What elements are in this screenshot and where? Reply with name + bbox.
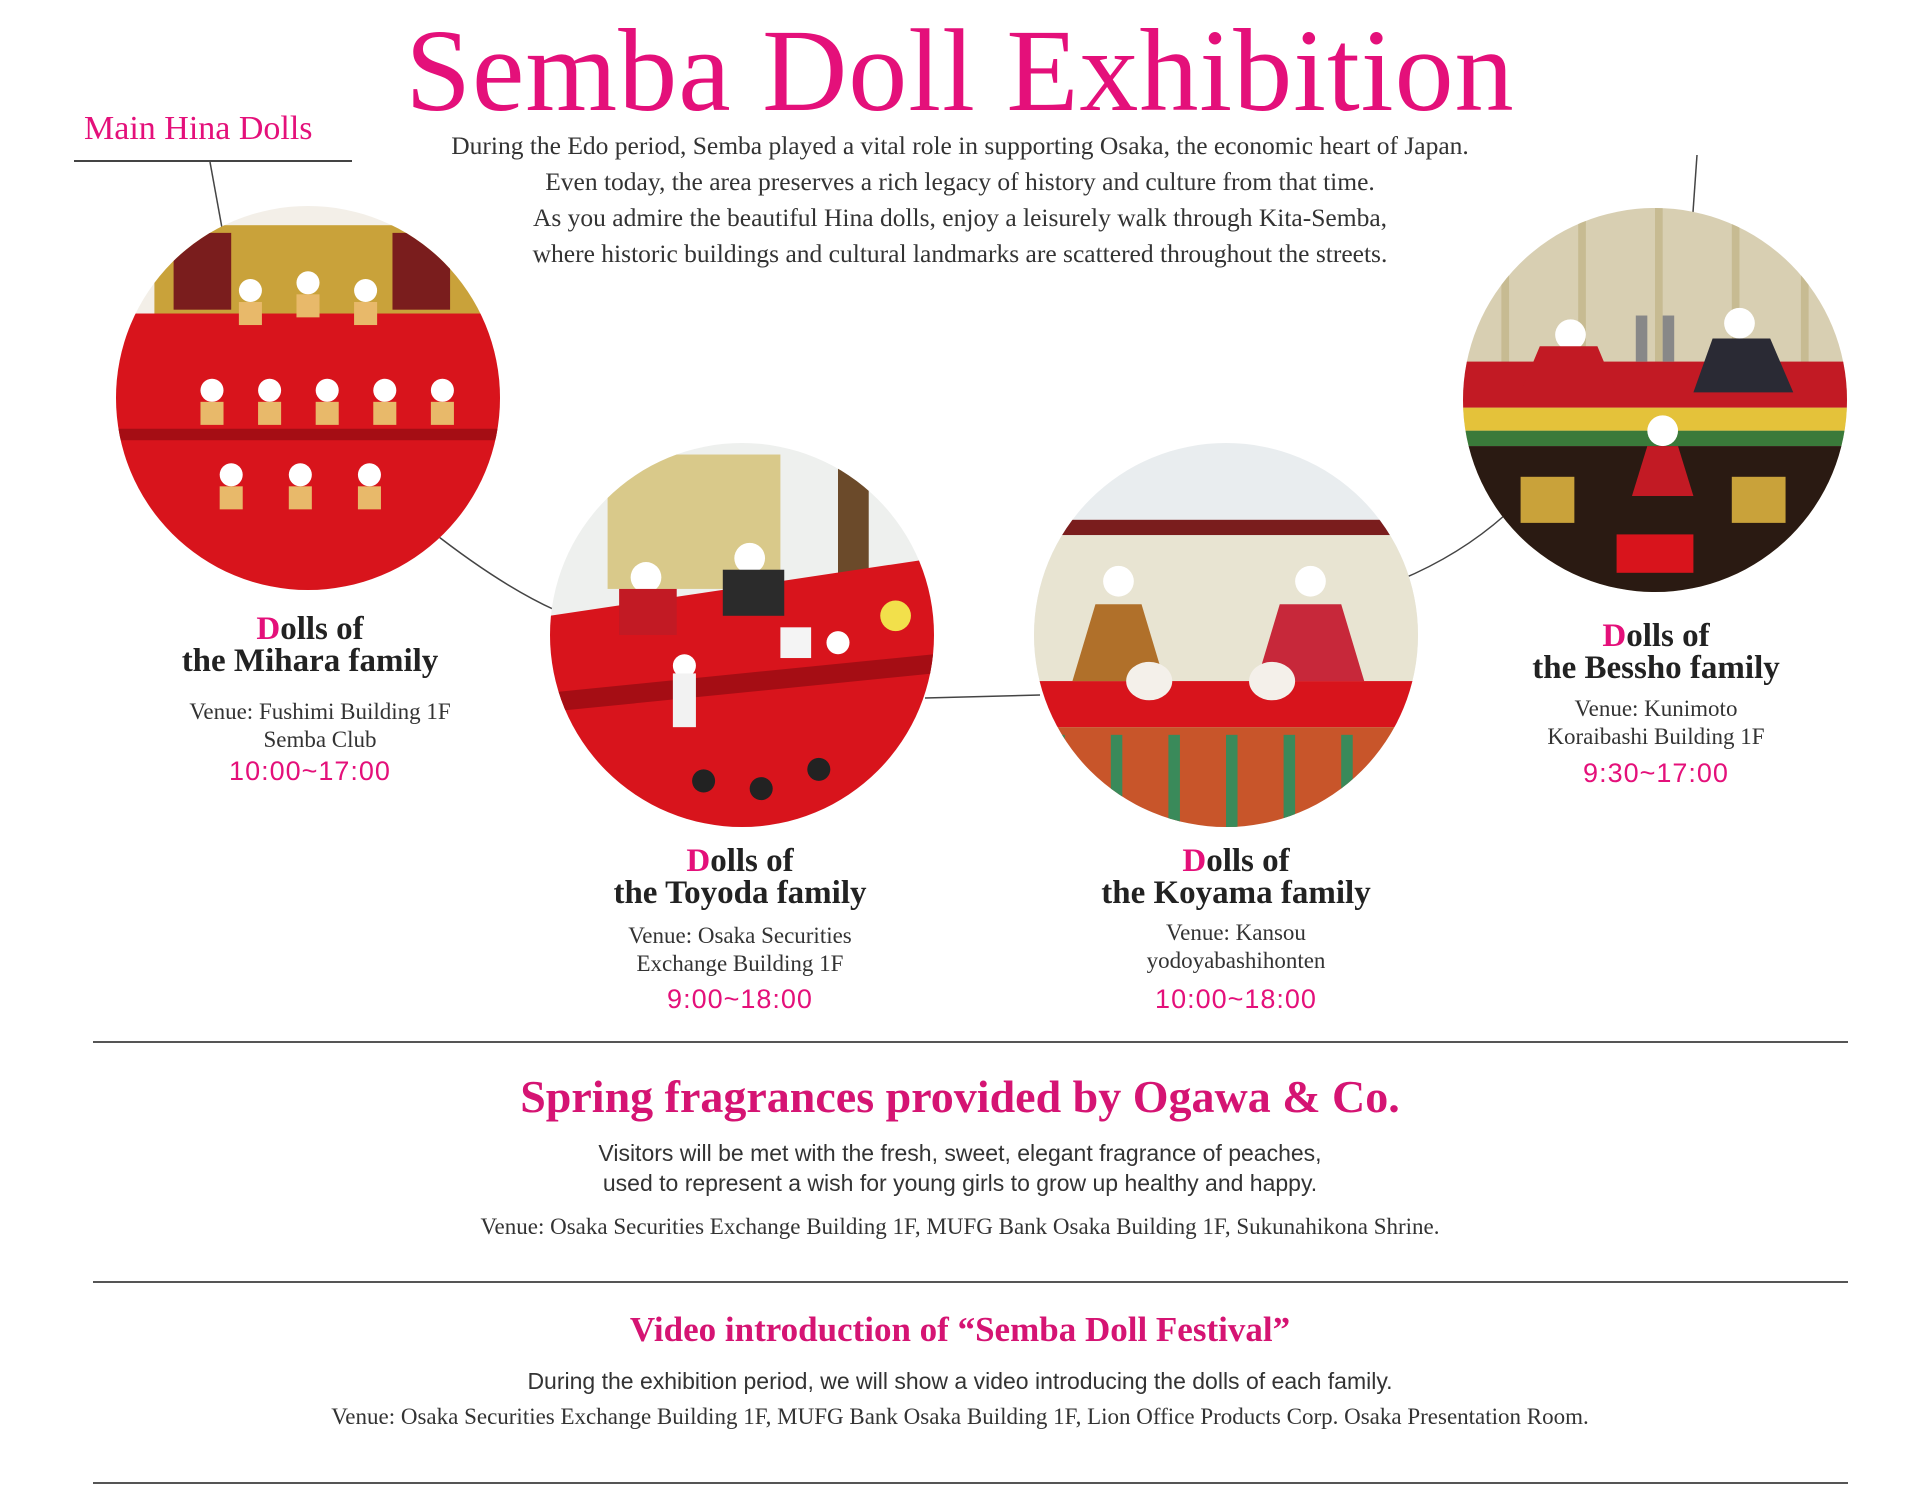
fragrance-line-1: Visitors will be met with the fresh, sweet, elegant fragrance of peaches, [598, 1140, 1322, 1166]
mihara-dolls-photo [116, 206, 500, 590]
page-title: Semba Doll Exhibition [405, 5, 1515, 136]
video-line-1: During the exhibition period, we will show a video introducing the dolls of each family. [527, 1368, 1393, 1394]
title-initial: D [256, 611, 281, 647]
venue-line: Exchange Building 1F [636, 951, 844, 976]
title-initial: D [686, 843, 711, 879]
section-divider [93, 1041, 1848, 1043]
mihara-venue [130, 698, 510, 754]
intro-line: During the Edo period, Semba played a vital role in supporting Osaka, the economic heart of Japan. [451, 131, 1469, 160]
title-rest: olls of [280, 611, 364, 647]
intro-line: As you admire the beautiful Hina dolls, enjoy a leisurely walk through Kita-Semba, [532, 203, 1388, 232]
bessho-title [1476, 620, 1836, 684]
intro-line: where historic buildings and cultural landmarks are scattered throughout the streets. [532, 239, 1388, 268]
main-hina-dolls-label: Main Hina Dolls [84, 110, 313, 147]
video-title: Video introduction of “Semba Doll Festival” [629, 1310, 1291, 1349]
bessho-hours: 9:30~17:00 [1583, 758, 1729, 788]
venue-line: Koraibashi Building 1F [1547, 724, 1765, 749]
title-initial: D [1602, 618, 1627, 654]
video-venue: Venue: Osaka Securities Exchange Building 1F, MUFG Bank Osaka Building 1F, Lion Office Products Corp. Osaka Presentation Room. [331, 1404, 1589, 1429]
bessho-dolls-photo [1463, 208, 1847, 592]
venue-line: Venue: Kansou [1166, 920, 1306, 945]
toyoda-hours: 9:00~18:00 [667, 984, 813, 1014]
koyama-title [1056, 845, 1416, 909]
fragrance-line-2: used to represent a wish for young girls to grow up healthy and happy. [602, 1170, 1318, 1196]
title-rest: olls of [710, 843, 794, 879]
koyama-hours: 10:00~18:00 [1155, 984, 1317, 1014]
section-divider [93, 1482, 1848, 1484]
title-rest: olls of [1206, 843, 1290, 879]
title-rest: olls of [1626, 618, 1710, 654]
toyoda-title [560, 845, 920, 909]
koyama-venue [1056, 919, 1416, 975]
fragrance-title: Spring fragrances provided by Ogawa & Co. [520, 1071, 1400, 1122]
intro-paragraph [360, 128, 1560, 272]
family-name: the Bessho family [1532, 650, 1780, 686]
venue-line: Venue: Osaka Securities [628, 923, 852, 948]
section-divider [93, 1281, 1848, 1283]
mihara-title [130, 613, 490, 677]
venue-line: Venue: Fushimi Building 1F [189, 699, 451, 724]
koyama-dolls-photo [1034, 443, 1418, 827]
venue-line: yodoyabashihonten [1146, 948, 1326, 973]
family-name: the Toyoda family [613, 875, 867, 911]
venue-line: Venue: Kunimoto [1574, 696, 1738, 721]
fragrance-venue: Venue: Osaka Securities Exchange Building 1F, MUFG Bank Osaka Building 1F, Sukunahikona Shrine. [480, 1214, 1440, 1239]
title-initial: D [1182, 843, 1207, 879]
main-label-underline [74, 160, 352, 162]
intro-line: Even today, the area preserves a rich legacy of history and culture from that time. [545, 167, 1375, 196]
toyoda-venue [560, 922, 920, 978]
bessho-venue [1476, 695, 1836, 751]
toyoda-dolls-photo [550, 443, 934, 827]
family-name: the Mihara family [181, 643, 439, 679]
family-name: the Koyama family [1101, 875, 1371, 911]
venue-line: Semba Club [263, 727, 377, 752]
mihara-hours: 10:00~17:00 [229, 756, 391, 786]
